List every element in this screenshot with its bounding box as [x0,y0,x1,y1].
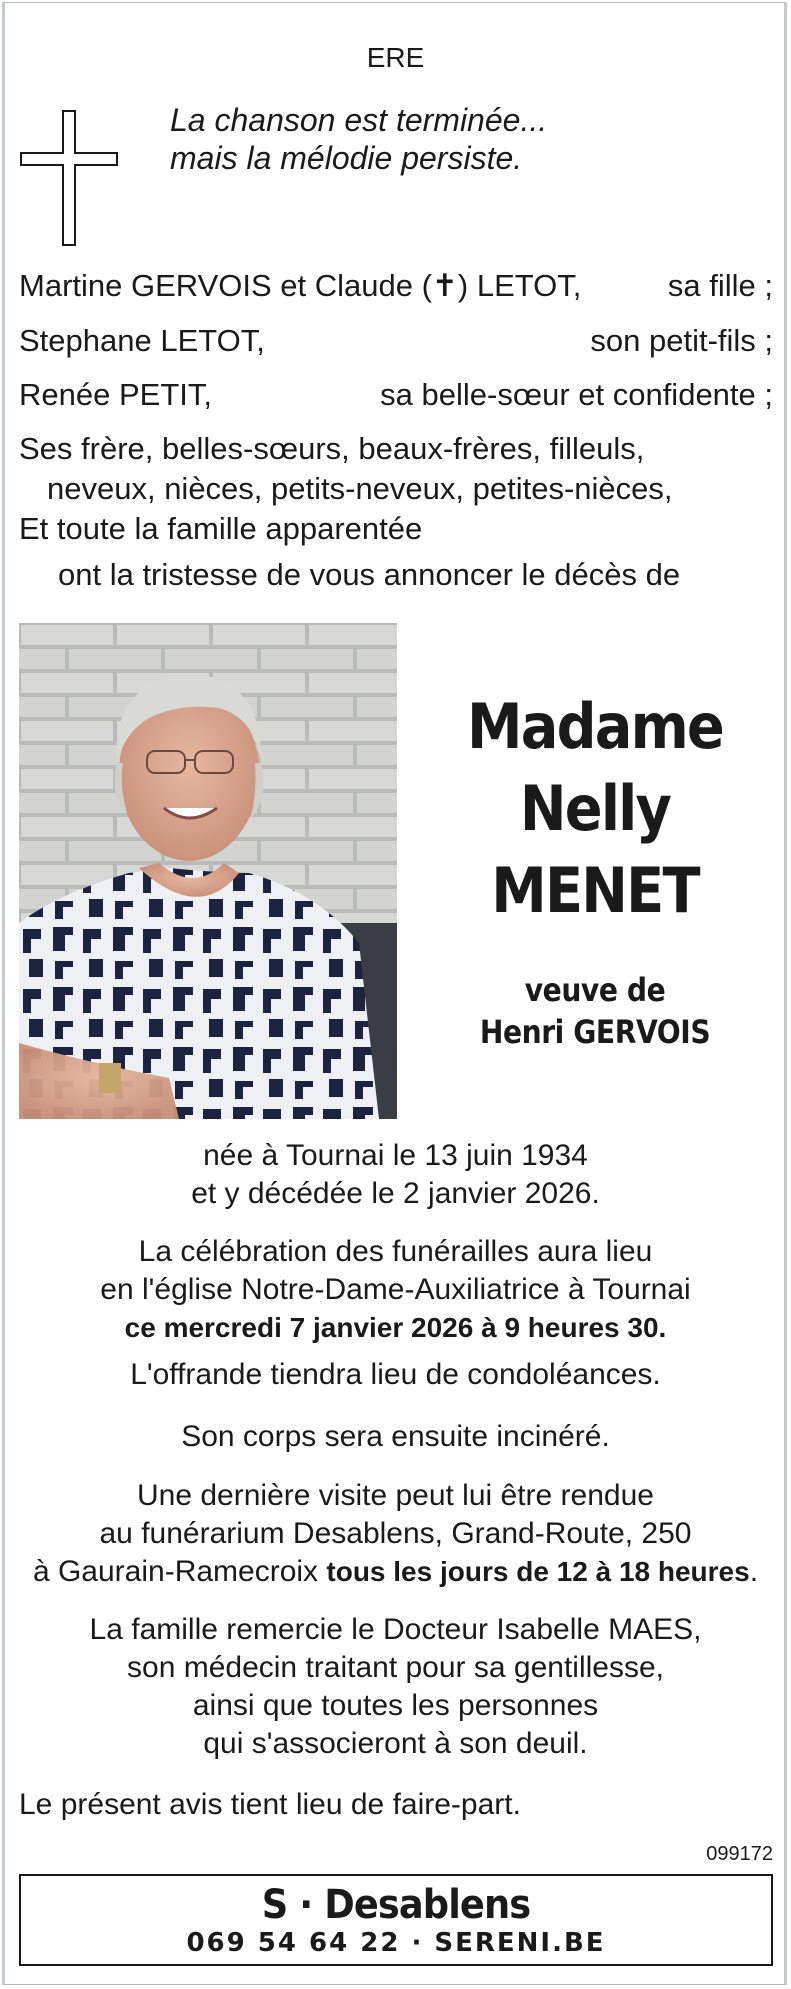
header-ere: ERE [366,42,425,73]
quote-line-2: mais la mélodie persiste. [170,140,523,176]
thanks-line-2: son médecin traitant pour sa gentillesse, [127,1651,664,1684]
birth-line: née à Tournai le 13 juin 1934 [203,1139,588,1172]
family-extended-2: neveux, nièces, petits-neveux, petites-nièces, [47,471,673,506]
widow-line-1: veuve de [524,971,666,1009]
thanks-line-3: ainsi que toutes les personnes [192,1689,599,1722]
family-extended-1: Ses frère, belles-sœurs, beaux-frères, filleuls, [19,431,645,466]
visit-line-3 [0,1553,791,1591]
reference-number: 099172 [706,1843,773,1865]
deceased-first-name: Nelly [519,772,671,845]
visit-hours: tous les jours de 12 à 18 heures [326,1556,750,1587]
funeral-line-2: en l'église Notre-Dame-Auxiliatrice à Tournai [100,1273,691,1306]
widow-block [400,969,790,1053]
widow-line-2: Henri GERVOIS [479,1013,711,1051]
thanks-line-1: La famille remercie le Docteur Isabelle MAES, [89,1613,702,1646]
deceased-last-name: MENET [491,854,699,927]
deceased-title: Madame [467,690,723,763]
family-extended-3: Et toute la famille apparentée [19,511,423,546]
notice-line: Le présent avis tient lieu de faire-part. [19,1788,521,1821]
family-relation-1: sa fille ; [667,268,773,303]
funeral-date-time: ce mercredi 7 janvier 2026 à 9 heures 30. [124,1312,667,1343]
visit-line-1: Une dernière visite peut lui être rendue [137,1479,654,1512]
quote-line-1: La chanson est terminée... [170,102,548,138]
funeral-home-logo: S · Desablens [261,1882,531,1928]
thanks-line-4: qui s'associeront à son deuil. [203,1727,588,1760]
deceased-name-block [400,686,790,932]
cremation-line: Son corps sera ensuite incinéré. [181,1420,610,1453]
family-relation-2: son petit-fils ; [590,323,773,358]
visit-line-2: au funérarium Desablens, Grand-Route, 250 [99,1517,692,1550]
death-line: et y décédée le 2 janvier 2026. [191,1177,600,1210]
family-announce: ont la tristesse de vous annoncer le décès de [58,557,681,592]
family-name-1: Martine GERVOIS et Claude (✝) LETOT, [19,268,582,303]
offering-line: L'offrande tiendra lieu de condoléances. [130,1358,661,1391]
family-relation-3: sa belle-sœur et confidente ; [380,377,773,412]
family-name-2: Stephane LETOT, [19,323,265,358]
funeral-home-contact: 069 54 64 22 · SERENI.BE [186,1928,606,1958]
visit-period: . [749,1555,759,1588]
cross-icon [20,110,118,246]
family-name-3: Renée PETIT, [19,377,212,412]
visit-place: à Gaurain-Ramecroix [32,1555,327,1588]
portrait-photo [19,623,397,1119]
funeral-home-box [19,1874,773,1966]
funeral-line-1: La célébration des funérailles aura lieu [138,1235,653,1268]
